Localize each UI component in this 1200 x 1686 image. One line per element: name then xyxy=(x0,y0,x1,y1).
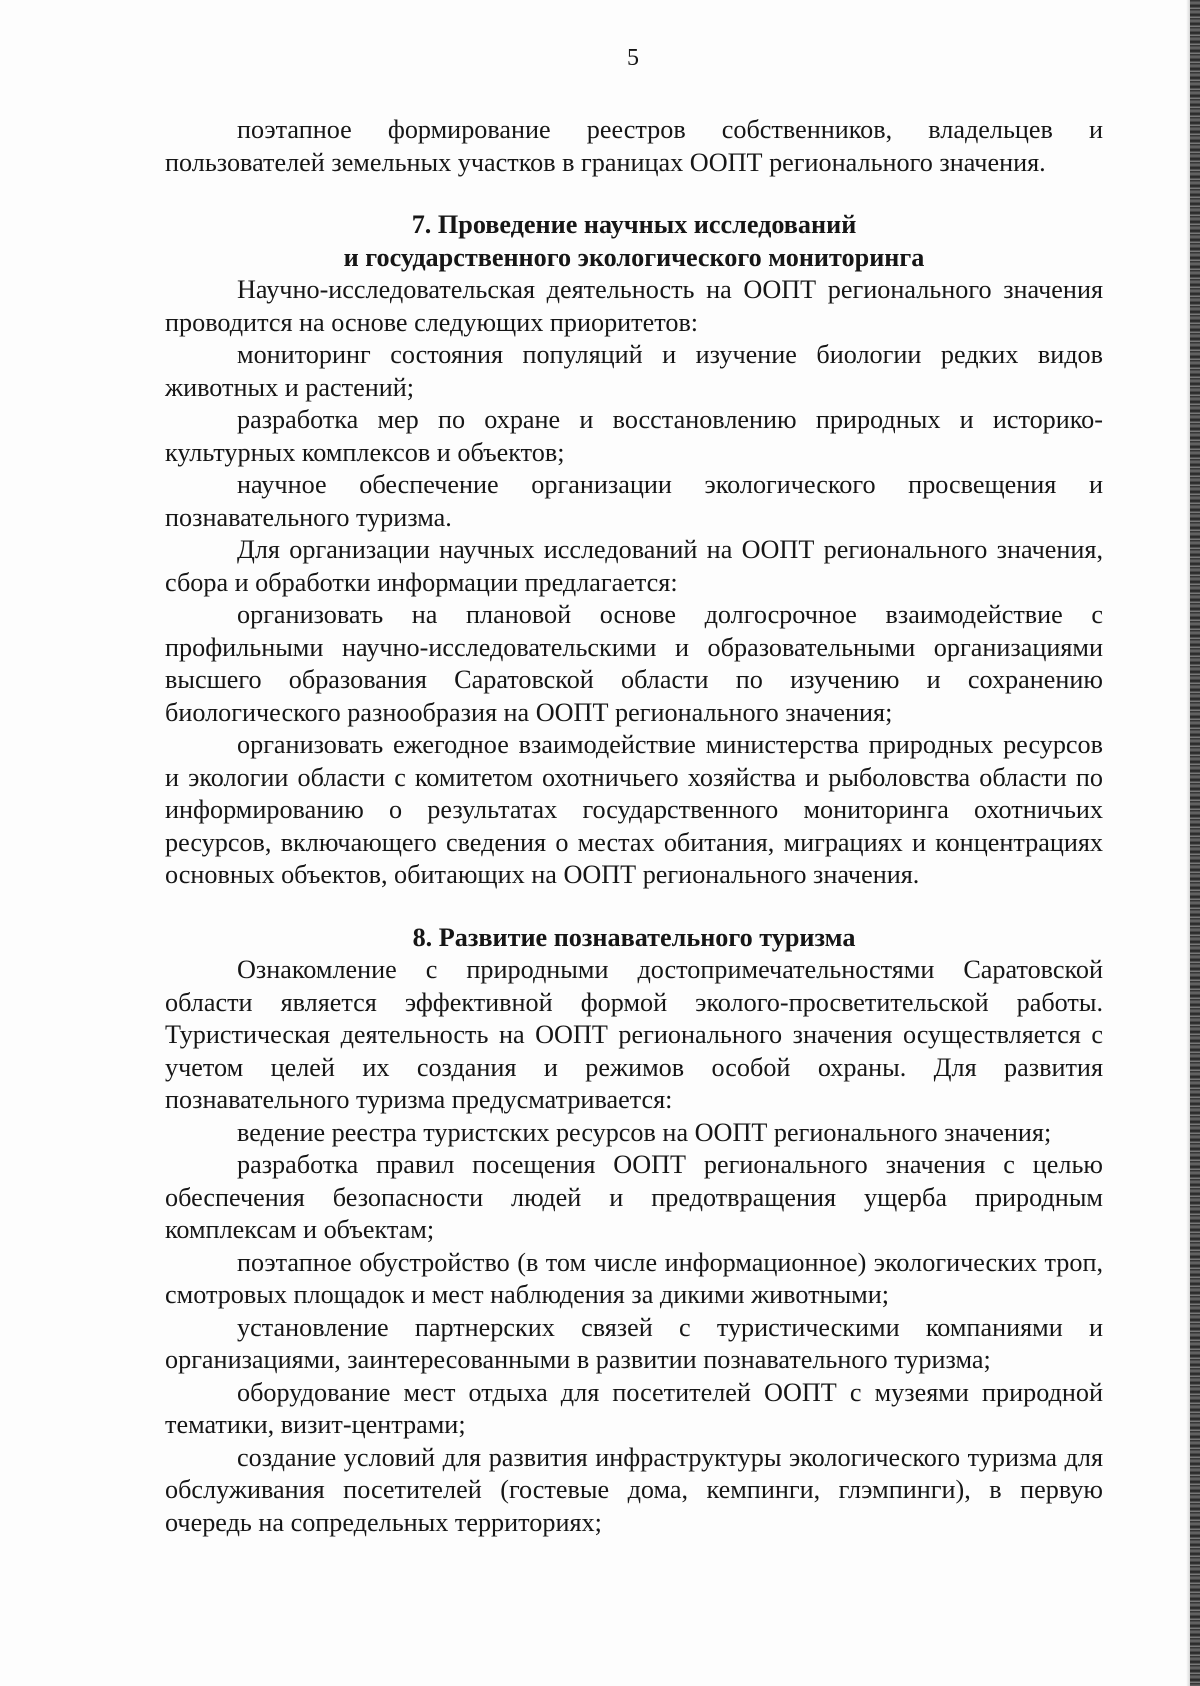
section-7-paragraph: Научно-исследовательская деятельность на ООПТ регионального значения проводится на основе следующих приоритетов: xyxy=(165,275,1103,337)
section-8-heading: 8. Развитие познавательного туризма xyxy=(412,922,856,952)
section-8-paragraph: разработка правил посещения ООПТ регионального значения с целью обеспечения безопасности людей и предотвращения ущерба природным комплексам и объектам; xyxy=(165,1150,1103,1244)
section-7-heading xyxy=(165,209,1103,274)
section-8-paragraph: Ознакомление с природными достопримечательностями Саратовской области является эффективной формой эколого-просветительской работы. Туристическая деятельность на ООПТ регионального значения осуществляется с учетом целей их создания и режимов особой охраны. Для развития познавательного туризма предусматривается: xyxy=(165,955,1103,1114)
section-spacer xyxy=(165,179,1103,209)
intro-paragraph: поэтапное формирование реестров собственников, владельцев и пользователей земельных участков в границах ООПТ регионального значения. xyxy=(165,115,1103,177)
section-7-paragraph: организовать на плановой основе долгосрочное взаимодействие с профильными научно-исследовательскими и образовательными организациями высшего образования Саратовской области по изучению и сохранению биологического разнообразия на ООПТ регионального значения; xyxy=(165,600,1103,727)
section-7-heading-line-2: и государственного экологического мониторинга xyxy=(343,242,925,272)
section-7-paragraph: научное обеспечение организации экологического просвещения и познавательного туризма. xyxy=(165,470,1103,532)
section-7-paragraph: мониторинг состояния популяций и изучение биологии редких видов животных и растений; xyxy=(165,340,1103,402)
section-8-paragraph: создание условий для развития инфраструктуры экологического туризма для обслуживания посетителей (гостевые дома, кемпинги, глэмпинги), в первую очередь на сопредельных территориях; xyxy=(165,1442,1103,1537)
section-7-heading-line-1: 7. Проведение научных исследований xyxy=(411,210,857,239)
scan-edge-shadow xyxy=(1190,0,1200,1686)
section-spacer xyxy=(165,892,1103,922)
section-8-paragraph: поэтапное обустройство (в том числе информационное) экологических троп, смотровых площадок и мест наблюдения за дикими животными; xyxy=(165,1247,1103,1309)
section-8-paragraph: установление партнерских связей с туристическими компаниями и организациями, заинтересованными в развитии познавательного туризма; xyxy=(165,1312,1103,1374)
section-7-paragraph: организовать ежегодное взаимодействие министерства природных ресурсов и экологии области с комитетом охотничьего хозяйства и рыболовства области по информированию о результатах государственного мониторинга охотничьих ресурсов, включающего сведения о местах обитания, миграциях и концентрациях основных объектов, обитающих на ООПТ регионального значения. xyxy=(165,730,1103,889)
section-8-paragraph: ведение реестра туристских ресурсов на ООПТ регионального значения; xyxy=(237,1117,1052,1147)
section-8-paragraph: оборудование мест отдыха для посетителей ООПТ с музеями природной тематики, визит-центрами; xyxy=(165,1377,1103,1439)
page-number: 5 xyxy=(627,45,639,71)
section-7-paragraph: Для организации научных исследований на ООПТ регионального значения, сбора и обработки информации предлагается: xyxy=(165,535,1103,597)
document-body xyxy=(165,114,1103,1539)
section-7-paragraph: разработка мер по охране и восстановлению природных и историко-культурных комплексов и объектов; xyxy=(165,405,1103,467)
